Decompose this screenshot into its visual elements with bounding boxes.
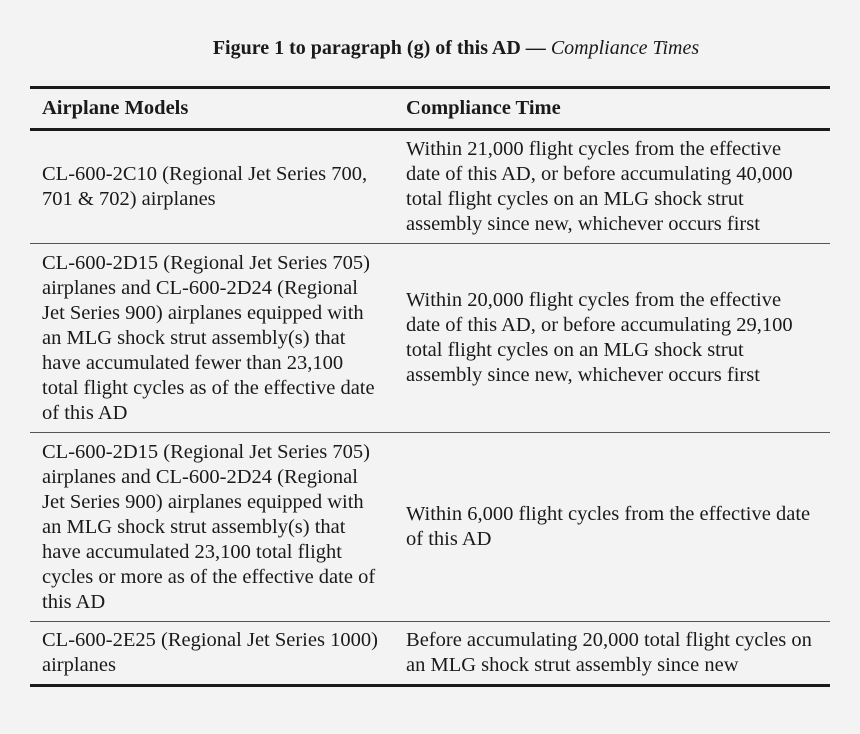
cell-airplane-models: CL-600-2D15 (Regional Jet Series 705) airplanes and CL-600-2D24 (Regional Jet Series 900) airplanes equipped with an MLG shock strut assembly(s) that have accumulated fewer than 23,100 total flight cycles as of the effective date of this AD (42, 251, 375, 424)
table-row (30, 433, 830, 622)
cell-compliance-time: Before accumulating 20,000 total flight cycles on an MLG shock strut assembly since new (406, 629, 812, 676)
cell-compliance-time: Within 21,000 flight cycles from the effective date of this AD, or before accumulating 40,000 total flight cycles on an MLG shock strut assembly since new, whichever occurs first (406, 138, 793, 235)
table-row (30, 622, 830, 686)
header-compliance-time: Compliance Time (406, 97, 561, 119)
table-row (30, 244, 830, 433)
caption-subtitle: Compliance Times (550, 37, 700, 59)
figure-caption (0, 36, 860, 60)
table-row (30, 130, 830, 244)
header-airplane-models: Airplane Models (42, 97, 189, 119)
caption-title: Figure 1 to paragraph (g) of this AD — (212, 37, 546, 59)
compliance-times-table (30, 86, 830, 687)
cell-airplane-models: CL-600-2E25 (Regional Jet Series 1000) airplanes (42, 629, 378, 676)
cell-compliance-time: Within 20,000 flight cycles from the effective date of this AD, or before accumulating 29,100 total flight cycles on an MLG shock strut assembly since new, whichever occurs first (406, 289, 793, 386)
table-header-row (30, 88, 830, 130)
cell-airplane-models: CL-600-2C10 (Regional Jet Series 700, 701 & 702) airplanes (42, 163, 368, 210)
cell-compliance-time: Within 6,000 flight cycles from the effective date of this AD (406, 503, 811, 550)
cell-airplane-models: CL-600-2D15 (Regional Jet Series 705) airplanes and CL-600-2D24 (Regional Jet Series 900) airplanes equipped with an MLG shock strut assembly(s) that have accumulated 23,100 total flight cycles or more as of the effective date of this AD (42, 440, 376, 613)
